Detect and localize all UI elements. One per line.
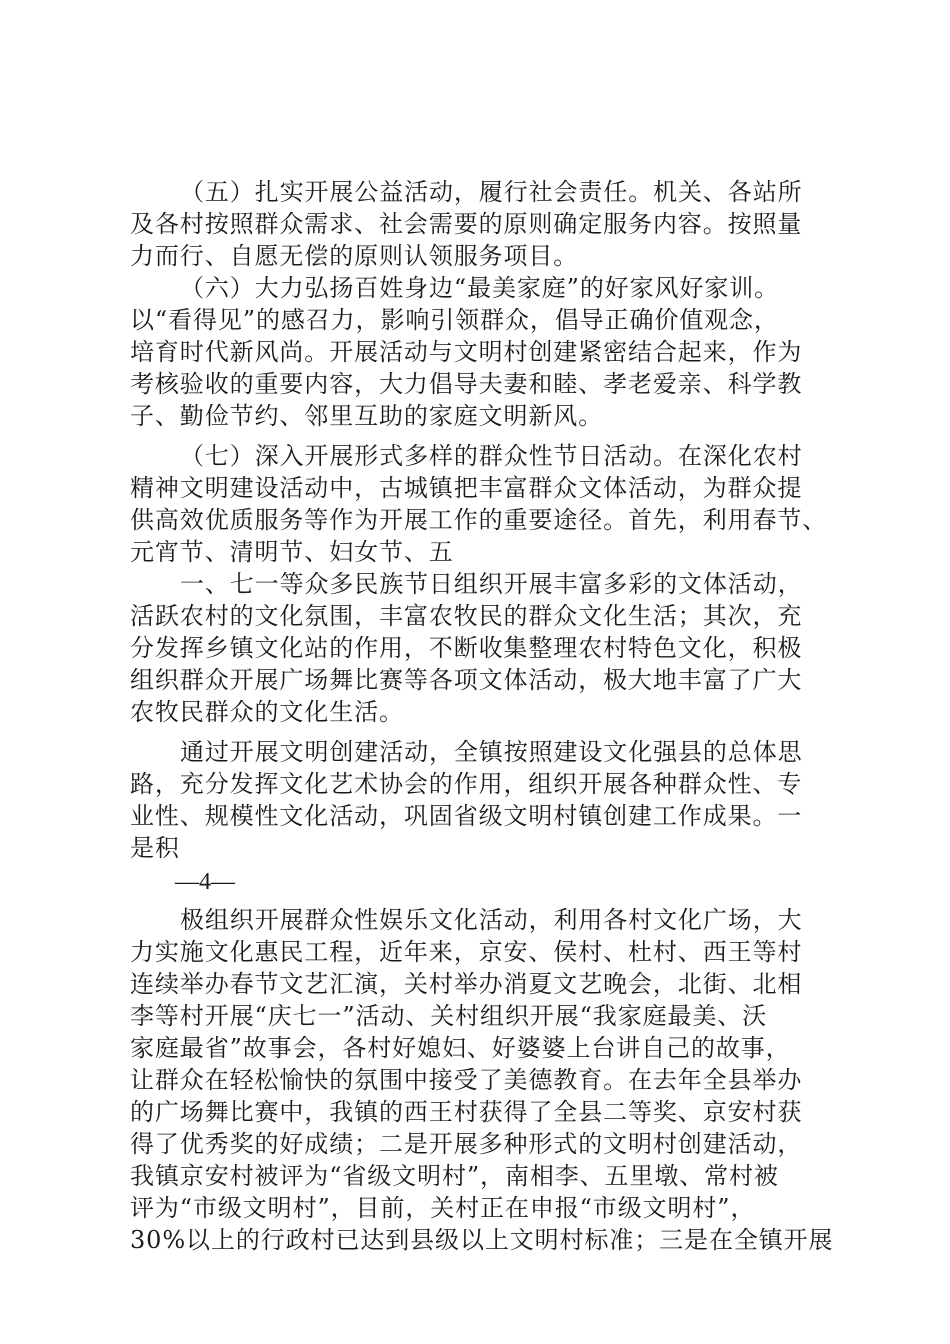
- paragraph-line: 是积: [130, 834, 180, 862]
- paragraph-line: 通过开展文明创建活动，全镇按照建设文化强县的总体思: [180, 738, 803, 766]
- paragraph-line: 路，充分发挥文化艺术协会的作用，组织开展各种群众性、专: [130, 770, 803, 798]
- paragraph-line: 考核验收的重要内容，大力倡导夫妻和睦、孝老爱亲、科学教: [130, 370, 803, 398]
- paragraph-line: 30%以上的行政村已达到县级以上文明村标准；三是在全镇开展: [130, 1226, 834, 1254]
- paragraph-line: 一、七一等众多民族节日组织开展丰富多彩的文体活动，: [180, 570, 803, 598]
- page-number: —4—: [175, 869, 235, 895]
- paragraph-line: 活跃农村的文化氛围，丰富农牧民的群众文化生活；其次，充: [130, 602, 803, 630]
- paragraph-line: 分发挥乡镇文化站的作用，不断收集整理农村特色文化，积极: [130, 634, 803, 662]
- paragraph-line: 力而行、自愿无偿的原则认领服务项目。: [130, 242, 579, 270]
- paragraph-line: 极组织开展群众性娱乐文化活动，利用各村文化广场，大: [180, 906, 803, 934]
- paragraph-line: （五）扎实开展公益活动，履行社会责任。机关、各站所: [180, 178, 803, 206]
- paragraph-line: 及各村按照群众需求、社会需要的原则确定服务内容。按照量: [130, 210, 803, 238]
- paragraph-line: （七）深入开展形式多样的群众性节日活动。在深化农村: [180, 442, 803, 470]
- paragraph-line: 供高效优质服务等作为开展工作的重要途径。首先，利用春节、: [130, 506, 828, 534]
- paragraph-line: 精神文明建设活动中，古城镇把丰富群众文体活动，为群众提: [130, 474, 803, 502]
- paragraph-line: 李等村开展“庆七一”活动、关村组织开展“我家庭最美、沃: [130, 1002, 768, 1030]
- paragraph-line: 连续举办春节文艺汇演，关村举办消夏文艺晚会，北街、北相: [130, 970, 803, 998]
- paragraph-line: 子、勤俭节约、邻里互助的家庭文明新风。: [130, 402, 604, 430]
- paragraph-line: 的广场舞比赛中，我镇的西王村获得了全县二等奖、京安村获: [130, 1098, 803, 1126]
- paragraph-line: 组织群众开展广场舞比赛等各项文体活动，极大地丰富了广大: [130, 666, 803, 694]
- paragraph-line: （六）大力弘扬百姓身边“最美家庭”的好家风好家训。: [180, 274, 780, 302]
- paragraph-line: 得了优秀奖的好成绩；二是开展多种形式的文明村创建活动，: [130, 1130, 803, 1158]
- paragraph-line: 业性、规模性文化活动，巩固省级文明村镇创建工作成果。一: [130, 802, 803, 830]
- paragraph-line: 我镇京安村被评为“省级文明村”，南相李、五里墩、常村被: [130, 1162, 779, 1190]
- paragraph-line: 以“看得见”的感召力，影响引领群众，倡导正确价值观念，: [130, 306, 779, 334]
- paragraph-line: 家庭最省”故事会，各村好媳妇、好婆婆上台讲自己的故事，: [130, 1034, 791, 1062]
- paragraph-line: 评为“市级文明村”，目前，关村正在申报“市级文明村”，: [130, 1194, 756, 1222]
- paragraph-line: 培育时代新风尚。开展活动与文明村创建紧密结合起来，作为: [130, 338, 803, 366]
- paragraph-line: 农牧民群众的文化生活。: [130, 698, 404, 726]
- paragraph-line: 力实施文化惠民工程，近年来，京安、侯村、杜村、西王等村: [130, 938, 803, 966]
- paragraph-line: 让群众在轻松愉快的氛围中接受了美德教育。在去年全县举办: [130, 1066, 803, 1094]
- paragraph-line: 元宵节、清明节、妇女节、五: [130, 538, 454, 566]
